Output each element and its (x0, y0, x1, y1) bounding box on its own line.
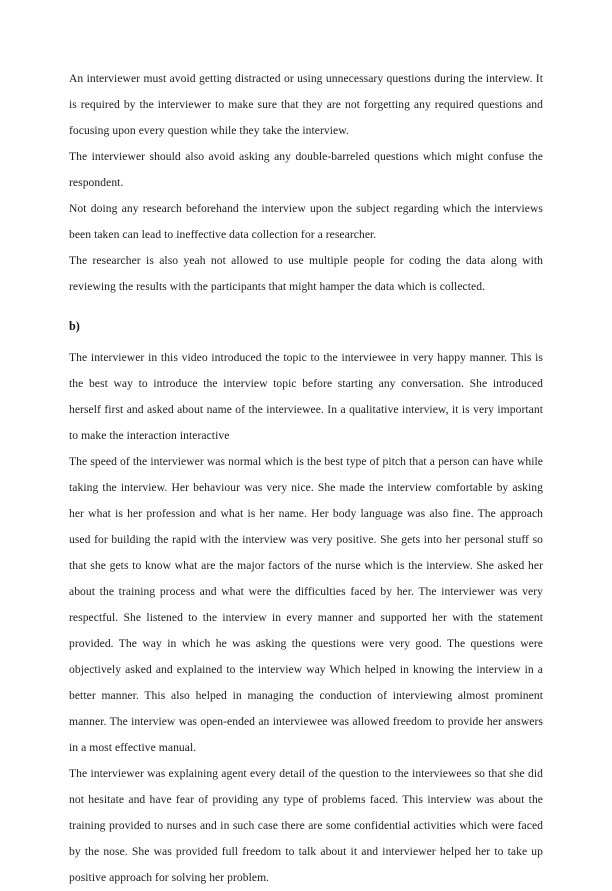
section-heading-b: b) (69, 319, 80, 333)
paragraph-2: The interviewer should also avoid asking any double-barreled questions which might confuse the respondent. (69, 150, 543, 189)
heading-top-spacer (69, 300, 543, 313)
paragraph-4: The researcher is also yeah not allowed to use multiple people for coding the data along with reviewing the results with the participants that might hamper the data which is collected. (69, 254, 543, 293)
paragraph-3: Not doing any research beforehand the interview upon the subject regarding which the interviews been taken can lead to ineffective data collection for a researcher. (69, 202, 543, 241)
paragraph-6: The speed of the interviewer was normal which is the best type of pitch that a person can have while taking the interview. Her behaviour was very nice. She made the interview comfortable by asking her what is her profession and what is her name. Her body language was also fine. The approach used for building the rapid with the interview was very positive. She gets into her personal stuff so that she gets to know what are the major factors of the nurse which is the interview. She asked her about the training process and what were the difficulties faced by her. The interviewer was very respectful. She listened to the interview in every manner and supported her with the statement provided. The way in which he was asking the questions were very good. The questions were objectively asked and explained to the interview way Which helped in knowing the interview in a better manner. This also helped in managing the conduction of interviewing almost prominent manner. The interview was open-ended an interviewee was allowed freedom to provide her answers in a most effective manual. (69, 455, 543, 754)
paragraph-7: The interviewer was explaining agent every detail of the question to the interviewees so that she did not hesitate and have fear of providing any type of problems faced. This interview was about the training provided to nurses and in such case there are some confidential activities which were faced by the nose. She was provided full freedom to talk about it and interviewer helped her to take up positive approach for solving her problem. (69, 767, 543, 884)
paragraph-5: The interviewer in this video introduced the topic to the interviewee in very happy manner. This is the best way to introduce the interview topic before starting any conversation. She introduced herself first and asked about name of the interviewee. In a qualitative interview, it is very important to make the interaction interactive (69, 351, 543, 442)
document-text-column (69, 66, 543, 891)
paragraph-1: An interviewer must avoid getting distracted or using unnecessary questions during the interview. It is required by the interviewer to make sure that they are not forgetting any required questions and focusing upon every question while they take the interview. (69, 72, 543, 137)
